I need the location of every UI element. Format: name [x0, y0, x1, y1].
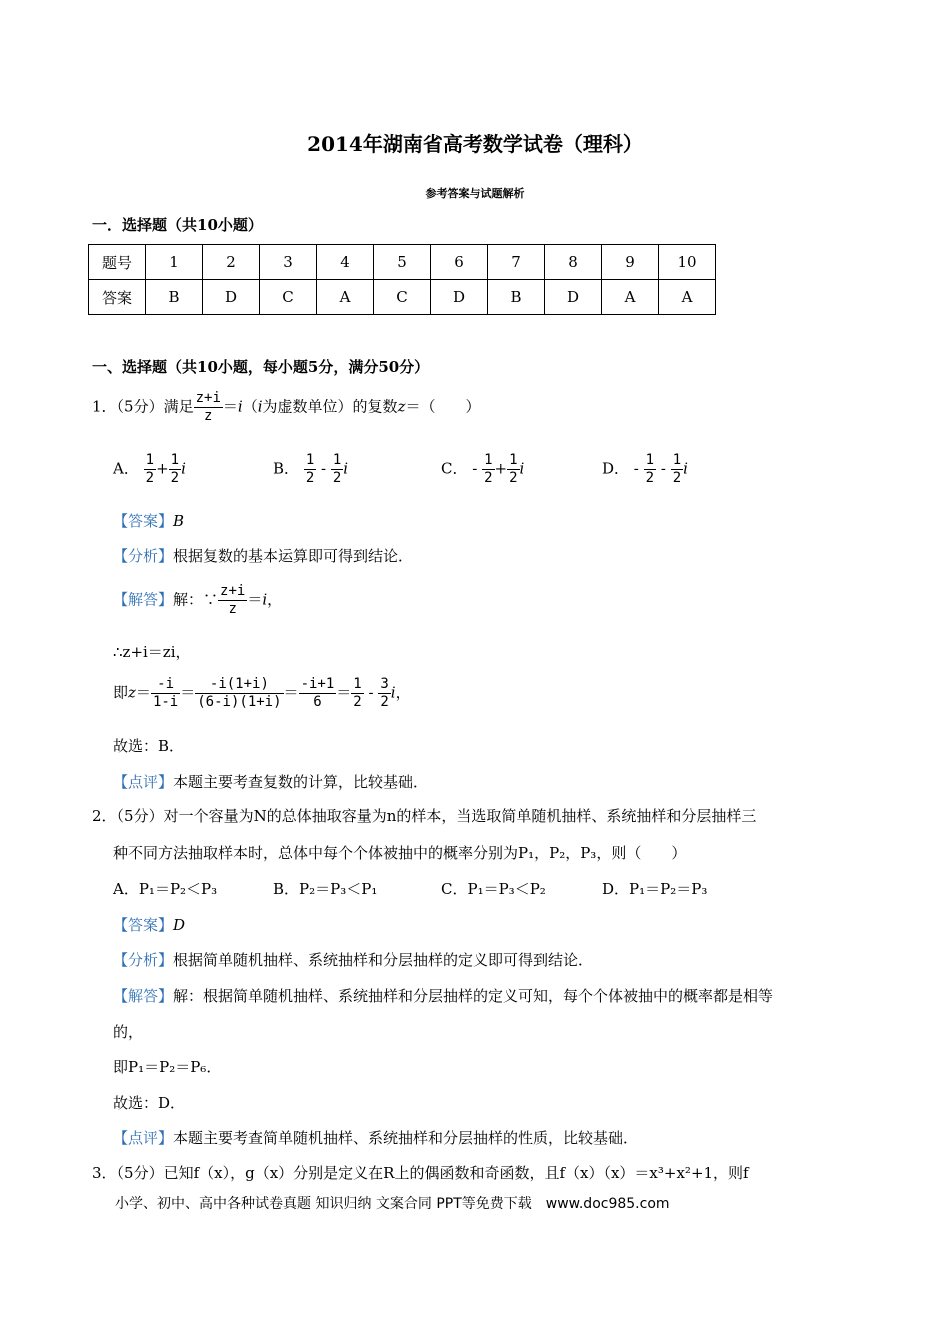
q1-step3: 即z＝ $\frac{-i}{1-i}$ ＝ $\frac{-i(1+i)}{(6-i)(1+i)}$ ＝ $\frac{-i+1}{6}$ ＝ $\frac{1}{2}$ - $\frac{3}{2}$ i，: [113, 676, 411, 710]
q2-solution-result: 即P₁＝P₂＝P₆．: [113, 1058, 222, 1076]
q1-solution: 【解答】解：∵ $\frac{z+i}{z}$ ＝i，: [113, 583, 283, 617]
q1-option-d: D． - $\frac{1}{2}$ - $\frac{1}{2}$ i: [602, 452, 688, 486]
table-row-answers: [89, 280, 716, 315]
answer-table: [88, 244, 716, 315]
table-cell: A: [602, 280, 659, 315]
table-row-numbers: [89, 245, 716, 280]
table-cell: 答案: [89, 280, 146, 315]
table-cell: B: [488, 280, 545, 315]
section2-heading: 一、选择题（共10小题，每小题5分，满分50分）: [92, 358, 430, 376]
q1-option-b: B． $\frac{1}{2}$ - $\frac{1}{2}$ i: [273, 452, 349, 486]
table-cell: 2: [203, 245, 260, 280]
table-cell: D: [545, 280, 602, 315]
table-cell: 10: [659, 245, 716, 280]
table-cell: 3: [260, 245, 317, 280]
q1-analysis: 【分析】根据复数的基本运算即可得到结论．: [113, 547, 414, 565]
table-cell: 6: [431, 245, 488, 280]
q2-solution: 【解答】解：根据简单随机抽样、系统抽样和分层抽样的定义可知，每个个体被抽中的概率都是相等: [113, 987, 774, 1005]
q1-conclusion: 故选：B．: [113, 737, 185, 755]
table-cell: 1: [146, 245, 203, 280]
q2-analysis: 【分析】根据简单随机抽样、系统抽样和分层抽样的定义即可得到结论．: [113, 951, 594, 969]
q1-stem: 1．（5分）满足 $\frac{z+i}{z}$ ＝i（i为虚数单位）的复数z＝（ ）: [92, 390, 481, 424]
table-cell: 题号: [89, 245, 146, 280]
table-cell: D: [431, 280, 488, 315]
table-cell: C: [374, 280, 431, 315]
table-cell: 5: [374, 245, 431, 280]
table-cell: B: [146, 280, 203, 315]
table-cell: A: [659, 280, 716, 315]
table-cell: C: [260, 280, 317, 315]
q2-option-b: B．P₂＝P₃＜P₁: [273, 880, 378, 898]
page-title: 2014年湖南省高考数学试卷（理科）: [307, 132, 643, 156]
page-footer: 小学、初中、高中各种试卷真题 知识归纳 文案合同 PPT等免费下载 www.doc985.com: [115, 1196, 670, 1212]
q1-option-a: A． $\frac{1}{2}$ + $\frac{1}{2}$ i: [113, 452, 186, 486]
q2-stem-line1: 2．（5分）对一个容量为N的总体抽取容量为n的样本，当选取简单随机抽样、系统抽样和分层抽样三: [92, 807, 757, 825]
q1-fraction: $\frac{z+i}{z}$: [195, 390, 221, 424]
q1-comment: 【点评】本题主要考查复数的计算，比较基础．: [113, 773, 429, 791]
table-cell: D: [203, 280, 260, 315]
q2-option-a: A．P₁＝P₂＜P₃: [113, 880, 218, 898]
q2-solution-cont: 的，: [113, 1023, 144, 1041]
q2-stem-line2: 种不同方法抽取样本时，总体中每个个体被抽中的概率分别为P₁，P₂，P₃，则（ ）: [113, 844, 687, 862]
table-cell: 7: [488, 245, 545, 280]
q2-conclusion: 故选：D．: [113, 1094, 186, 1112]
q1-lead: 1．（5分）满足: [92, 397, 194, 416]
q2-comment: 【点评】本题主要考查简单随机抽样、系统抽样和分层抽样的性质，比较基础．: [113, 1129, 639, 1147]
q1-step2: ∴z+i＝zi，: [113, 643, 191, 661]
table-cell: A: [317, 280, 374, 315]
table-cell: 8: [545, 245, 602, 280]
q1-option-c: C． - $\frac{1}{2}$ + $\frac{1}{2}$ i: [441, 452, 525, 486]
q3-stem-line1: 3．（5分）已知f（x），g（x）分别是定义在R上的偶函数和奇函数，且f（x）（x）＝x³+x²+1，则f: [92, 1164, 749, 1182]
page-subtitle: 参考答案与试题解析: [425, 187, 525, 200]
q2-option-d: D．P₁＝P₂＝P₃: [602, 880, 708, 898]
q2-answer: 【答案】D: [113, 916, 186, 934]
table-cell: 9: [602, 245, 659, 280]
table-cell: 4: [317, 245, 374, 280]
section1-heading: 一．选择题（共10小题）: [92, 216, 263, 234]
q2-option-c: C．P₁＝P₃＜P₂: [441, 880, 546, 898]
q1-answer: 【答案】B: [113, 512, 185, 530]
